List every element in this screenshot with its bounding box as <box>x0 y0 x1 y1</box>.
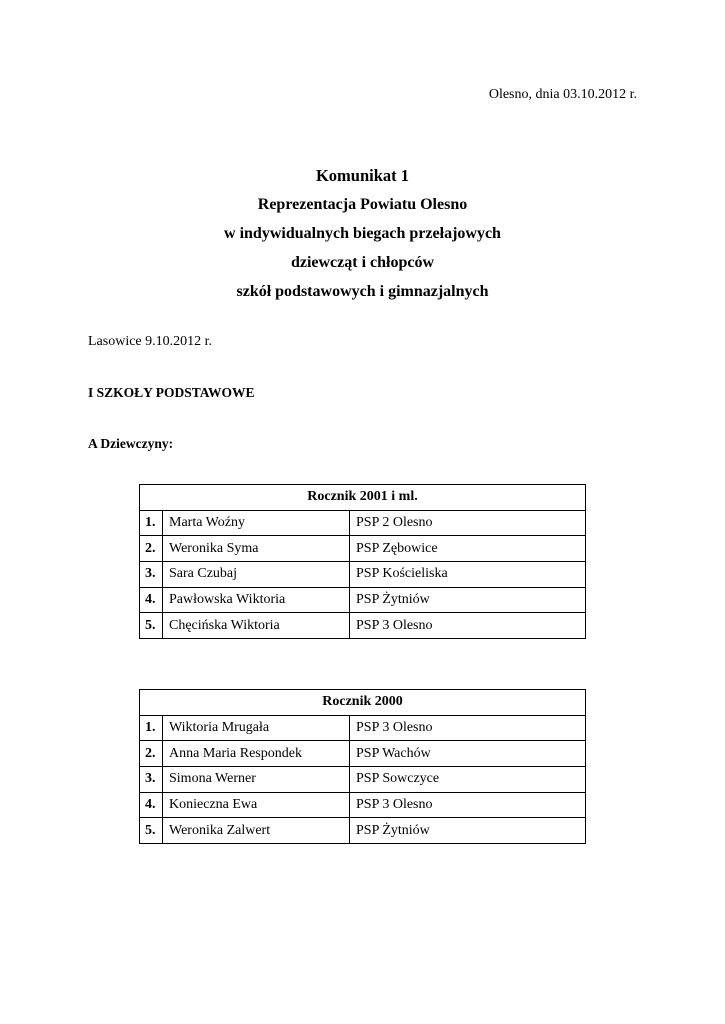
results-table-2000 <box>139 689 586 844</box>
school-name: PSP Żytniów <box>350 587 586 613</box>
table-header: Rocznik 2001 i ml. <box>140 485 586 511</box>
results-table-2001 <box>139 484 586 639</box>
row-number: 3. <box>140 562 163 588</box>
athlete-name: Simona Werner <box>163 767 350 793</box>
subsection-heading: A Dziewczyny: <box>88 436 174 451</box>
athlete-name: Pawłowska Wiktoria <box>163 587 350 613</box>
table-row <box>140 715 586 741</box>
athlete-name: Weronika Zalwert <box>163 818 350 844</box>
school-name: PSP 3 Olesno <box>350 613 586 639</box>
row-number: 1. <box>140 715 163 741</box>
row-number: 2. <box>140 741 163 767</box>
row-number: 1. <box>140 510 163 536</box>
row-number: 2. <box>140 536 163 562</box>
table-row <box>140 792 586 818</box>
table-row <box>140 741 586 767</box>
document-date: Olesno, dnia 03.10.2012 r. <box>488 87 637 102</box>
school-name: PSP Sowczyce <box>350 767 586 793</box>
table-header-row <box>140 690 586 716</box>
table-header-row <box>140 485 586 511</box>
table-row <box>140 818 586 844</box>
school-name: PSP 3 Olesno <box>350 715 586 741</box>
school-name: PSP 3 Olesno <box>350 792 586 818</box>
athlete-name: Weronika Syma <box>163 536 350 562</box>
athlete-name: Sara Czubaj <box>163 562 350 588</box>
table-row <box>140 767 586 793</box>
row-number: 4. <box>140 792 163 818</box>
athlete-name: Konieczna Ewa <box>163 792 350 818</box>
section-heading: I SZKOŁY PODSTAWOWE <box>88 385 255 400</box>
title-line: dziewcząt i chłopców <box>290 254 435 271</box>
event-place-date: Lasowice 9.10.2012 r. <box>88 334 213 349</box>
table-row <box>140 587 586 613</box>
table-row <box>140 613 586 639</box>
row-number: 4. <box>140 587 163 613</box>
school-name: PSP Kościeliska <box>350 562 586 588</box>
school-name: PSP 2 Olesno <box>350 510 586 536</box>
athlete-name: Anna Maria Respondek <box>163 741 350 767</box>
athlete-name: Chęcińska Wiktoria <box>163 613 350 639</box>
school-name: PSP Zębowice <box>350 536 586 562</box>
table-header: Rocznik 2000 <box>140 690 586 716</box>
row-number: 3. <box>140 767 163 793</box>
title-line: w indywidualnych biegach przełajowych <box>224 225 501 242</box>
table-row <box>140 510 586 536</box>
table-row <box>140 562 586 588</box>
title-line: Komunikat 1 <box>315 166 410 185</box>
title-line: szkół podstawowych i gimnazjalnych <box>236 283 489 300</box>
athlete-name: Marta Woźny <box>163 510 350 536</box>
athlete-name: Wiktoria Mrugała <box>163 715 350 741</box>
row-number: 5. <box>140 613 163 639</box>
table-row <box>140 536 586 562</box>
title-line: Reprezentacja Powiatu Olesno <box>257 196 468 213</box>
document-title <box>0 161 725 306</box>
school-name: PSP Wachów <box>350 741 586 767</box>
row-number: 5. <box>140 818 163 844</box>
school-name: PSP Żytniów <box>350 818 586 844</box>
